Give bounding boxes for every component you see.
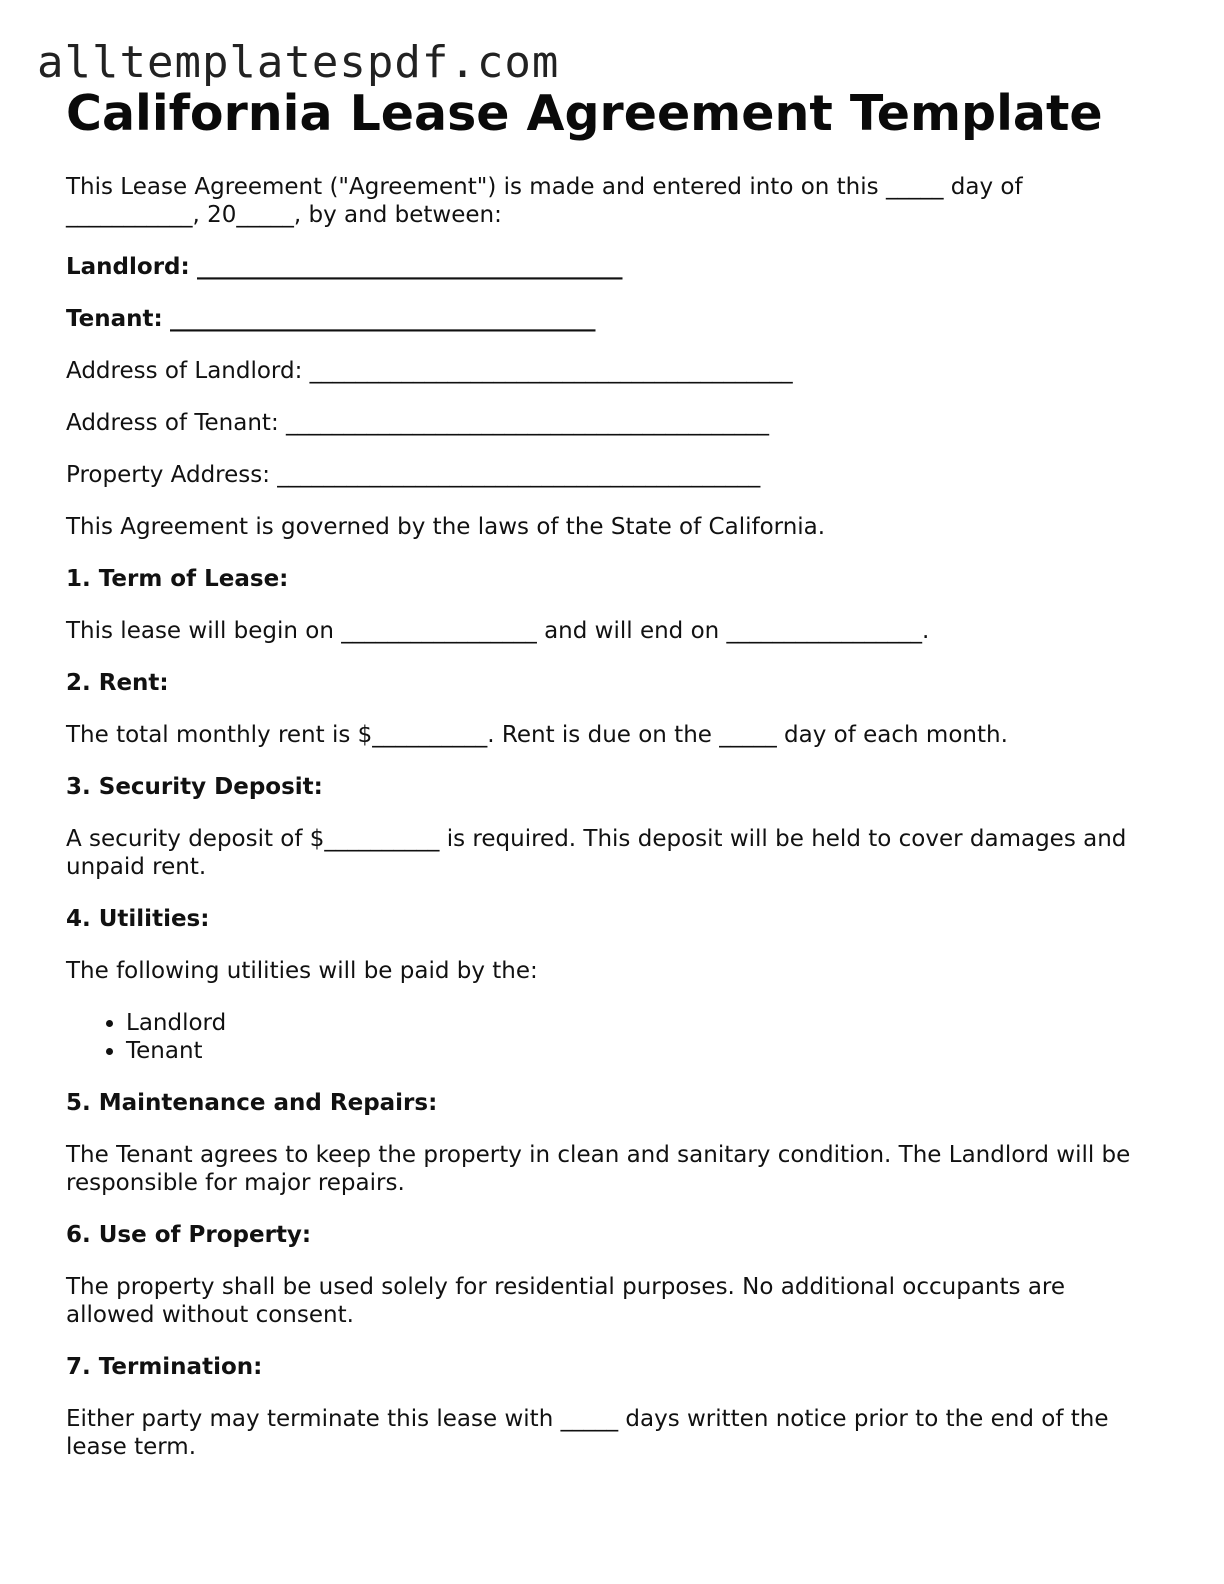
maintenance-heading: 5. Maintenance and Repairs: [66, 1090, 438, 1116]
landlord-label: Landlord: [66, 254, 190, 280]
property-address-line: Property Address: __________________________________________ [66, 462, 761, 488]
term-heading: 1. Term of Lease: [66, 566, 289, 592]
address-of-tenant-line: Address of Tenant: __________________________________________ [66, 410, 770, 436]
utilities-text: The following utilities will be paid by the: [66, 958, 538, 984]
rent-heading: 2. Rent: [66, 670, 169, 696]
governing-law-paragraph: This Agreement is governed by the laws of the State of California. [66, 514, 826, 540]
utilities-options-list [66, 1009, 1146, 1065]
maintenance-text: The Tenant agrees to keep the property in clean and sanitary condition. The Landlord will be responsible for major repairs. [66, 1142, 1131, 1196]
termination-heading: 7. Termination: [66, 1354, 263, 1380]
term-text: This lease will begin on _________________ and will end on _________________. [66, 618, 930, 644]
address-of-landlord-line: Address of Landlord: __________________________________________ [66, 358, 793, 384]
rent-text: The total monthly rent is $__________. Rent is due on the _____ day of each month. [66, 722, 1008, 748]
termination-text: Either party may terminate this lease with _____ days written notice prior to the end of the lease term. [66, 1406, 1109, 1460]
intro-paragraph: This Lease Agreement ("Agreement") is made and entered into on this _____ day of ___________, 20_____, by and between: [66, 174, 1023, 228]
use-text: The property shall be used solely for residential purposes. No additional occupants are allowed without consent. [66, 1274, 1066, 1328]
deposit-heading: 3. Security Deposit: [66, 774, 323, 800]
document-title: California Lease Agreement Template [66, 85, 1103, 142]
landlord-line [66, 253, 1146, 281]
document-body [66, 173, 1146, 1485]
utilities-option-landlord: • Landlord [126, 1009, 1146, 1037]
utilities-heading: 4. Utilities: [66, 906, 210, 932]
utilities-option-tenant: • Tenant [126, 1037, 1146, 1065]
watermark-site-name: alltemplatespdf.com [37, 37, 560, 88]
deposit-text: A security deposit of $__________ is required. This deposit will be held to cover damages and unpaid rent. [66, 826, 1127, 880]
landlord-blank: _____________________________________ [197, 254, 623, 280]
tenant-blank: _____________________________________ [170, 306, 596, 332]
tenant-label: Tenant: [66, 306, 163, 332]
use-heading: 6. Use of Property: [66, 1222, 312, 1248]
tenant-line [66, 305, 1146, 333]
